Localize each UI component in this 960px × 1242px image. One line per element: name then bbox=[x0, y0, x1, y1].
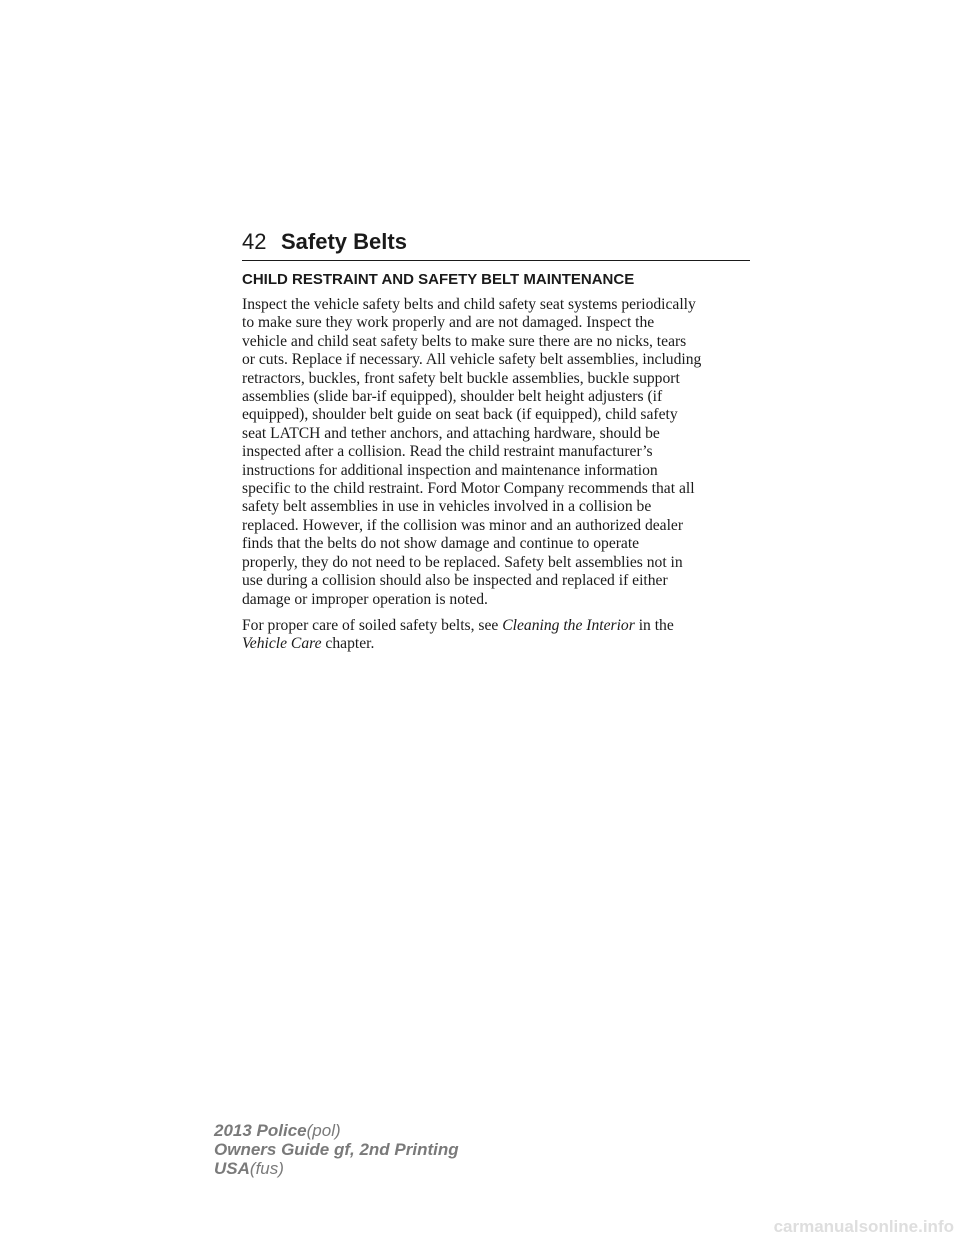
paragraph-line: Inspect the vehicle safety belts and child safety seat systems periodically bbox=[242, 296, 696, 313]
page-number: 42 bbox=[242, 229, 267, 254]
footer-line bbox=[214, 1121, 459, 1140]
paragraph-line bbox=[242, 635, 752, 653]
footer-market: USA bbox=[214, 1159, 250, 1178]
vehicle-care-reference: Vehicle Care bbox=[242, 635, 322, 653]
paragraph-line: to make sure they work properly and are not damaged. Inspect the bbox=[242, 314, 655, 332]
paragraph-line: instructions for additional inspection and maintenance information bbox=[242, 461, 658, 479]
paragraph-line: use during a collision should also be inspected and replaced if either bbox=[242, 572, 668, 590]
footer-guide: Owners Guide gf, 2nd Printing bbox=[214, 1140, 459, 1159]
paragraph-line: vehicle and child seat safety belts to make sure there are no nicks, tears bbox=[242, 332, 687, 350]
footer-model: 2013 Police bbox=[214, 1121, 307, 1140]
paragraph-line: properly, they do not need to be replaced. Safety belt assemblies not in bbox=[242, 553, 683, 571]
chapter-text: chapter. bbox=[321, 635, 375, 653]
document-footer bbox=[214, 1121, 459, 1178]
inspection-paragraph bbox=[242, 296, 752, 609]
watermark: carmanualsonline.info bbox=[773, 1217, 954, 1236]
paragraph-line: finds that the belts do not show damage and continue to operate bbox=[242, 535, 640, 553]
paragraph-line: retractors, buckles, front safety belt buckle assemblies, buckle support bbox=[242, 369, 680, 387]
care-text-tail: in the bbox=[634, 616, 674, 634]
section-body bbox=[242, 270, 752, 662]
section-heading: CHILD RESTRAINT AND SAFETY BELT MAINTENANCE bbox=[242, 271, 635, 288]
paragraph-line: seat LATCH and tether anchors, and attaching hardware, should be bbox=[242, 424, 660, 442]
footer-line bbox=[214, 1159, 459, 1178]
paragraph-line: replaced. However, if the collision was minor and an authorized dealer bbox=[242, 516, 684, 534]
care-paragraph bbox=[242, 617, 752, 654]
paragraph-line: damage or improper operation is noted. bbox=[242, 590, 488, 608]
cleaning-interior-reference: Cleaning the Interior bbox=[502, 616, 635, 634]
paragraph-line: inspected after a collision. Read the child restraint manufacturer’s bbox=[242, 443, 653, 461]
footer-model-code: (pol) bbox=[306, 1121, 341, 1140]
paragraph-line: specific to the child restraint. Ford Motor Company recommends that all bbox=[242, 480, 695, 498]
paragraph-line: equipped), shoulder belt guide on seat back (if equipped), child safety bbox=[242, 406, 678, 424]
paragraph-line bbox=[242, 617, 752, 635]
footer-market-code: (fus) bbox=[249, 1159, 284, 1178]
paragraph-line: assemblies (slide bar-if equipped), shoulder belt height adjusters (if bbox=[242, 388, 663, 406]
paragraph-line: or cuts. Replace if necessary. All vehicle safety belt assemblies, including bbox=[242, 351, 702, 369]
page-header bbox=[242, 229, 750, 261]
chapter-title: Safety Belts bbox=[281, 229, 407, 254]
paragraph-line: safety belt assemblies in use in vehicles involved in a collision be bbox=[242, 498, 652, 516]
care-text: For proper care of soiled safety belts, see bbox=[242, 616, 503, 634]
